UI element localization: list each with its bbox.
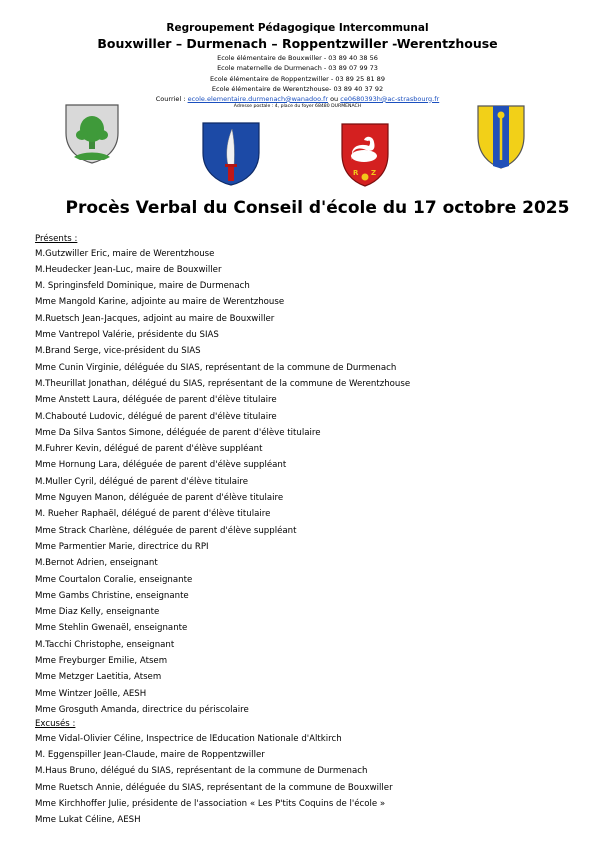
list-item: M. Springinsfeld Dominique, maire de Durmenach bbox=[35, 281, 250, 292]
list-item: Mme Parmentier Marie, directrice du RPI bbox=[35, 541, 209, 552]
list-item: M.Bernot Adrien, enseignant bbox=[35, 558, 158, 569]
organisation-name: Regroupement Pédagogique Intercommunal bbox=[166, 22, 429, 34]
list-item: Mme Diaz Kelly, enseignante bbox=[35, 607, 160, 618]
tree-crest-icon bbox=[64, 103, 120, 165]
towns-line: Bouxwiller – Durmenach – Roppentzwiller -Werentzhouse bbox=[97, 36, 498, 51]
excuses-list bbox=[35, 731, 575, 829]
list-item: Mme Kirchhoffer Julie, présidente de l'association « Les P'tits Coquins de l'école » bbox=[35, 798, 386, 809]
list-item: Mme Da Silva Santos Simone, déléguée de parent d'élève titulaire bbox=[35, 427, 321, 438]
list-item: Mme Anstett Laura, déléguée de parent d'élève titulaire bbox=[35, 395, 277, 406]
email-link-1[interactable]: ecole.elementaire.durmenach@wanadoo.fr bbox=[187, 94, 329, 103]
list-item: Mme Wintzer Joëlle, AESH bbox=[35, 688, 147, 699]
list-item: M.Fuhrer Kevin, délégué de parent d'élève suppléant bbox=[35, 444, 263, 455]
list-item: Mme Grosguth Amanda, directrice du périscolaire bbox=[35, 704, 249, 715]
list-item: Mme Strack Charlène, déléguée de parent d'élève suppléant bbox=[35, 525, 297, 536]
list-item: Mme Vantrepol Valérie, présidente du SIAS bbox=[35, 330, 219, 341]
postal-address: Adresse postale : 4, place du foyer 68480 DURMENACH bbox=[233, 103, 362, 109]
list-item: Mme Ruetsch Annie, déléguée du SIAS, représentant de la commune de Bouxwiller bbox=[35, 782, 393, 793]
email-label: Courriel : bbox=[155, 94, 188, 103]
list-item: Mme Courtalon Coralie, enseignante bbox=[35, 574, 193, 585]
staff-crest-icon bbox=[476, 104, 526, 170]
list-item: Mme Freyburger Emilie, Atsem bbox=[35, 656, 168, 667]
list-item: M.Haus Bruno, délégué du SIAS, représentant de la commune de Durmenach bbox=[35, 766, 368, 777]
list-item: M.Ruetsch Jean-Jacques, adjoint au maire de Bouxwiller bbox=[35, 313, 275, 324]
list-item: M.Heudecker Jean-Luc, maire de Bouxwiller bbox=[35, 264, 222, 275]
list-item: M.Chabouté Ludovic, délégué de parent d'élève titulaire bbox=[35, 411, 277, 422]
school-contact: Ecole maternelle de Durmenach - 03 89 07 99 73 bbox=[217, 64, 378, 73]
list-item: Mme Metzger Laetitia, Atsem bbox=[35, 672, 162, 683]
list-item: Mme Gambs Christine, enseignante bbox=[35, 590, 189, 601]
crest-letter-z: Z bbox=[371, 169, 377, 177]
email-link-2[interactable]: ce0680393h@ac-strasbourg.fr bbox=[340, 94, 440, 103]
list-item: Mme Lukat Céline, AESH bbox=[35, 815, 141, 826]
list-item: Mme Hornung Lara, déléguée de parent d'élève suppléant bbox=[35, 460, 287, 471]
school-contact: Ecole élémentaire de Werentzhouse- 03 89 40 37 92 bbox=[211, 85, 384, 94]
school-contacts bbox=[0, 53, 595, 95]
list-item: M.Tacchi Christophe, enseignant bbox=[35, 639, 175, 650]
presents-list bbox=[35, 246, 575, 719]
attendance-list bbox=[35, 233, 575, 829]
list-item: M.Brand Serge, vice-président du SIAS bbox=[35, 346, 201, 357]
school-contact: Ecole élémentaire de Bouxwiller - 03 89 40 38 56 bbox=[217, 54, 378, 62]
sabre-crest-icon bbox=[201, 121, 261, 187]
excuses-heading: Excusés : bbox=[35, 719, 76, 730]
email-separator: ou bbox=[328, 94, 341, 103]
list-item: Mme Vidal-Olivier Céline, Inspectrice de lEducation Nationale d'Altkirch bbox=[35, 733, 342, 744]
page-title: Procès Verbal du Conseil d'école du 17 octobre 2025 bbox=[65, 198, 570, 218]
presents-heading: Présents : bbox=[35, 234, 78, 244]
list-item: M.Gutzwiller Eric, maire de Werentzhouse bbox=[35, 248, 215, 259]
list-item: M. Rueher Raphaël, délégué de parent d'élève titulaire bbox=[35, 509, 271, 520]
list-item: Mme Stehlin Gwenaël, enseignante bbox=[35, 623, 188, 634]
list-item: Mme Mangold Karine, adjointe au maire de Werentzhouse bbox=[35, 297, 285, 308]
list-item: M.Muller Cyril, délégué de parent d'élève titulaire bbox=[35, 476, 249, 487]
swan-crest-icon bbox=[340, 122, 390, 188]
letterhead bbox=[0, 22, 595, 110]
list-item: Mme Nguyen Manon, déléguée de parent d'élève titulaire bbox=[35, 493, 284, 504]
crest-letter-r: R bbox=[353, 169, 359, 177]
list-item: Mme Cunin Virginie, déléguée du SIAS, représentant de la commune de Durmenach bbox=[35, 362, 397, 373]
list-item: M. Eggenspiller Jean-Claude, maire de Roppentzwiller bbox=[35, 750, 265, 761]
school-contact: Ecole élémentaire de Roppentzwiller - 03 89 25 81 89 bbox=[210, 74, 385, 83]
list-item: M.Theurillat Jonathan, délégué du SIAS, représentant de la commune de Werentzhouse bbox=[35, 378, 411, 389]
